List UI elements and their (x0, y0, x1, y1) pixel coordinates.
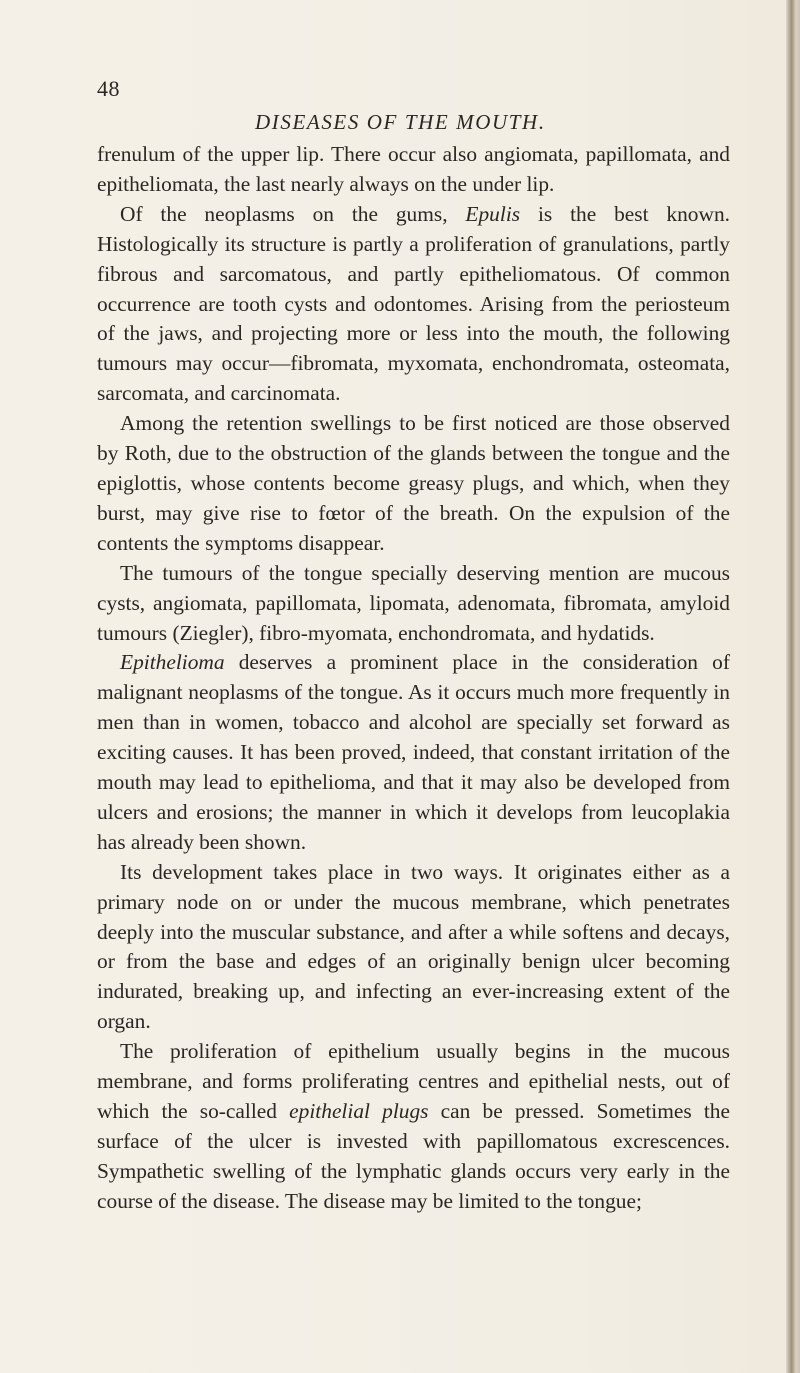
paragraph-3 (97, 409, 730, 559)
paragraph-text: The tumours of the tongue specially deserving mention are mucous cysts, angiomata, papillomata, lipomata, adenomata, fibromata, amyloid tumours (Ziegler), fibro-myomata, enchondromata, and hydatids. (97, 560, 730, 645)
paragraph-6 (97, 858, 730, 1037)
paragraph-1 (97, 140, 730, 200)
paragraph-text: can be pressed. Sometimes the surface of the ulcer is invested with papillomatous excrescences. Sympathetic swelling of the lymphatic glands occurs very early in the course of the disease. The disease may be limited to the tongue; (97, 1099, 730, 1213)
paragraph-7 (97, 1037, 730, 1216)
paragraph-2 (97, 200, 730, 409)
page-number: 48 (97, 76, 120, 101)
paragraph-text: The proliferation of epithelium usually begins in the mucous membrane, and forms proliferating centres and epithelial nests, out of which the so-called (97, 1039, 730, 1123)
emphasis-term: Epulis (465, 201, 521, 226)
emphasis-term: epithelial plugs (289, 1099, 429, 1123)
paragraph-4 (97, 559, 730, 649)
emphasis-term: Epithelioma (120, 650, 225, 675)
body-text (97, 140, 730, 1217)
paragraph-text: frenulum of the upper lip. There occur also angiomata, papillomata, and epitheliomata, the last nearly always on the under lip. (97, 142, 730, 196)
paragraph-5 (97, 648, 730, 857)
paragraph-text: Its development takes place in two ways. It originates either as a primary node on or under the mucous membrane, which penetrates deeply into the muscular substance, and after a while softens and decays, or from the base and edges of an originally benign ulcer becoming indurated, breaking up, and infecting an ever-increasing extent of the organ. (97, 859, 730, 1034)
page-edge (786, 0, 800, 1373)
paragraph-text: Of the neoplasms on the gums, (120, 201, 466, 226)
paragraph-text: Among the retention swellings to be first noticed are those observed by Roth, due to the obstruction of the glands between the tongue and the epiglottis, whose contents become greasy plugs, and which, when they burst, may give rise to fœtor of the breath. On the expulsion of the contents the symptoms disappear. (97, 411, 730, 555)
paragraph-text: is the best known. Histologically its structure is partly a proliferation of granulations, partly fibrous and sarcomatous, and partly epitheliomatous. Of common occurrence are tooth cysts and odontomes. Arising from the periosteum of the jaws, and projecting more or less into the mouth, the following tumours may occur—fibromata, myxomata, enchondromata, osteomata, sarcomata, and carcinomata. (97, 201, 730, 406)
paragraph-text: deserves a prominent place in the consideration of malignant neoplasms of the tongue. As it occurs much more frequently in men than in women, tobacco and alcohol are specially set forward as exciting causes. It has been proved, indeed, that constant irritation of the mouth may lead to epithelioma, and that it may also be developed from ulcers and erosions; the manner in which it develops from leucoplakia has already been shown. (97, 650, 730, 854)
running-title: DISEASES OF THE MOUTH. (255, 110, 546, 134)
